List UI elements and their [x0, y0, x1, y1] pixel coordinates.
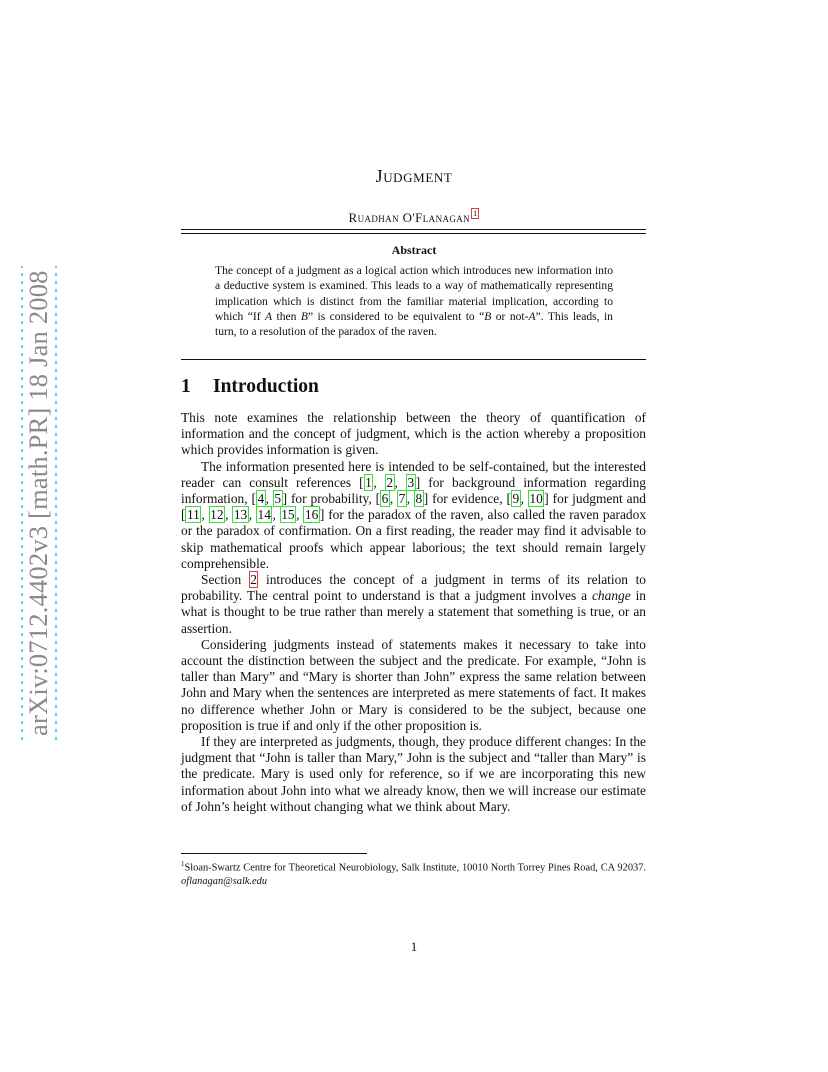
citation-link[interactable]: 16 — [304, 507, 319, 523]
title-rule-bottom — [181, 233, 646, 234]
citation-link[interactable]: 12 — [210, 507, 224, 523]
citation-link[interactable]: 2 — [386, 474, 394, 490]
citation-link[interactable]: 3 — [407, 474, 415, 490]
footnote-text: Sloan-Swartz Centre for Theoretical Neurobiology, Salk Institute, 10010 North Torrey Pines Road, CA 92037. — [184, 862, 646, 874]
citation-link[interactable]: 13 — [233, 507, 248, 523]
text-segment: Section — [201, 572, 249, 588]
paragraph-1: This note examines the relationship between the theory of quantification of information and the concept of judgment, which is the action whereby a proposition which provides information is given. — [181, 410, 646, 458]
paragraph-4: Considering judgments instead of statements makes it necessary to take into account the distinction between the subject and the predicate. For example, “John is taller than Mary” and “Mary is shorter than John” express the same relation between John and Mary when the sentences are interpreted as mere statements of fact. It makes no difference whether John or Mary is considered to be the subject, because one proposition is true if and only if the other proposition is. — [181, 636, 646, 733]
author-name: Ruadhan O'Flanagan — [348, 210, 471, 225]
abstract-segment: or not- — [491, 309, 529, 323]
citation-link[interactable]: 8 — [415, 491, 423, 507]
abstract-segment: The concept of a judgment as a logical action which introduces new information into a deductive system is examined. This leads to a way of mathematically representing implication which is distinct from the familiar material implication, according to which “If — [215, 264, 613, 323]
page-number: 1 — [410, 939, 418, 954]
section-heading — [181, 376, 319, 398]
title-rule-top — [181, 229, 646, 230]
abstract-segment: ” is considered to be equivalent to “ — [307, 309, 485, 323]
paragraph-5: If they are interpreted as judgments, though, they produce different changes: In the judgment that “John is taller than Mary,” John is the subject and “taller than Mary” is the predicate. Mary is used only for reference, so if we are incorporating this new information about John into what we already know, then we will increase our estimate of John’s height without changing what we think about Mary. — [181, 734, 646, 814]
emphasis-text: change — [591, 588, 631, 604]
section-title: Introduction — [213, 376, 319, 397]
section-number: 1 — [181, 376, 191, 397]
footnote-mark: 1 — [181, 860, 185, 868]
footnote-rule — [181, 853, 367, 854]
citation-link[interactable]: 7 — [398, 491, 406, 507]
abstract-var: B — [300, 309, 308, 323]
citation-link[interactable]: 6 — [381, 491, 389, 507]
paper-title: Judgment — [375, 166, 453, 186]
citation-link[interactable]: 11 — [186, 507, 200, 523]
text-segment: ] for evidence, [ — [423, 491, 511, 507]
citation-link[interactable]: 15 — [281, 507, 295, 523]
arxiv-side-stamp[interactable]: arXiv:0712.4402v3 [math.PR] 18 Jan 2008 — [19, 264, 59, 742]
citation-link[interactable]: 14 — [257, 507, 271, 523]
citation-link[interactable]: 9 — [512, 491, 520, 507]
body-text — [181, 410, 646, 815]
text-segment: ] for judgment and [ — [181, 491, 647, 523]
citation-link[interactable]: 5 — [274, 491, 282, 507]
abstract-var: A — [528, 309, 536, 323]
abstract-var: A — [265, 309, 273, 323]
abstract-var: B — [484, 309, 492, 323]
citation-link[interactable]: 10 — [529, 491, 543, 507]
footnote-email[interactable]: oflanagan@salk.edu — [181, 876, 268, 888]
citation-link[interactable]: 4 — [257, 491, 265, 507]
section-link[interactable]: 2 — [250, 572, 257, 588]
author-footnote-link[interactable]: 1 — [473, 209, 478, 218]
footnote — [181, 857, 646, 889]
abstract-heading: Abstract — [391, 243, 437, 257]
text-segment: in what is thought to be true rather than merely a statement that something is true, or an assertion. — [181, 588, 647, 636]
text-segment: The information presented here is intended to be self-contained, but the interested reader can consult references [ — [181, 458, 646, 490]
text-segment: introduces the concept of a judgment in terms of its relation to probability. The central point to understand is that a judgment involves a — [181, 572, 646, 604]
abstract-segment: ”. This leads, in turn, to a resolution of the paradox of the raven. — [215, 309, 613, 339]
paragraph-3 — [181, 572, 646, 637]
author-line — [0, 208, 828, 226]
citation-link[interactable]: 1 — [365, 474, 372, 490]
text-segment: ] for background information regarding information, [ — [181, 474, 646, 507]
abstract-rule — [181, 359, 646, 360]
text-segment: ] for the paradox of the raven, also called the raven paradox or the paradox of confirmation. On a first reading, the reader may find it advisable to skip mathematical proofs which appear laborious; the text should remain largely comprehensible. — [181, 507, 647, 571]
paragraph-2: The information presented here is intended to be self-contained, but the interested reader can consult references [ 1 , 2 , 3 ] for background information regarding information, [ 4 , 5 ] for probability, [ 6 , 7 , 8 ] for evidence, [ 9 , 10 ] for judgment and [ 11 , 12 , 13 , 14 , 15 , 16 ] for the paradox of the raven, also called the raven paradox or the paradox of confirmation. On a first reading, the reader may find it advisable to skip mathematical proofs which appear laborious; the text should remain largely comprehensible. — [181, 458, 647, 571]
abstract-segment: then — [272, 309, 301, 323]
text-segment: ] for probability, [ — [282, 491, 381, 507]
abstract-text — [215, 263, 613, 339]
